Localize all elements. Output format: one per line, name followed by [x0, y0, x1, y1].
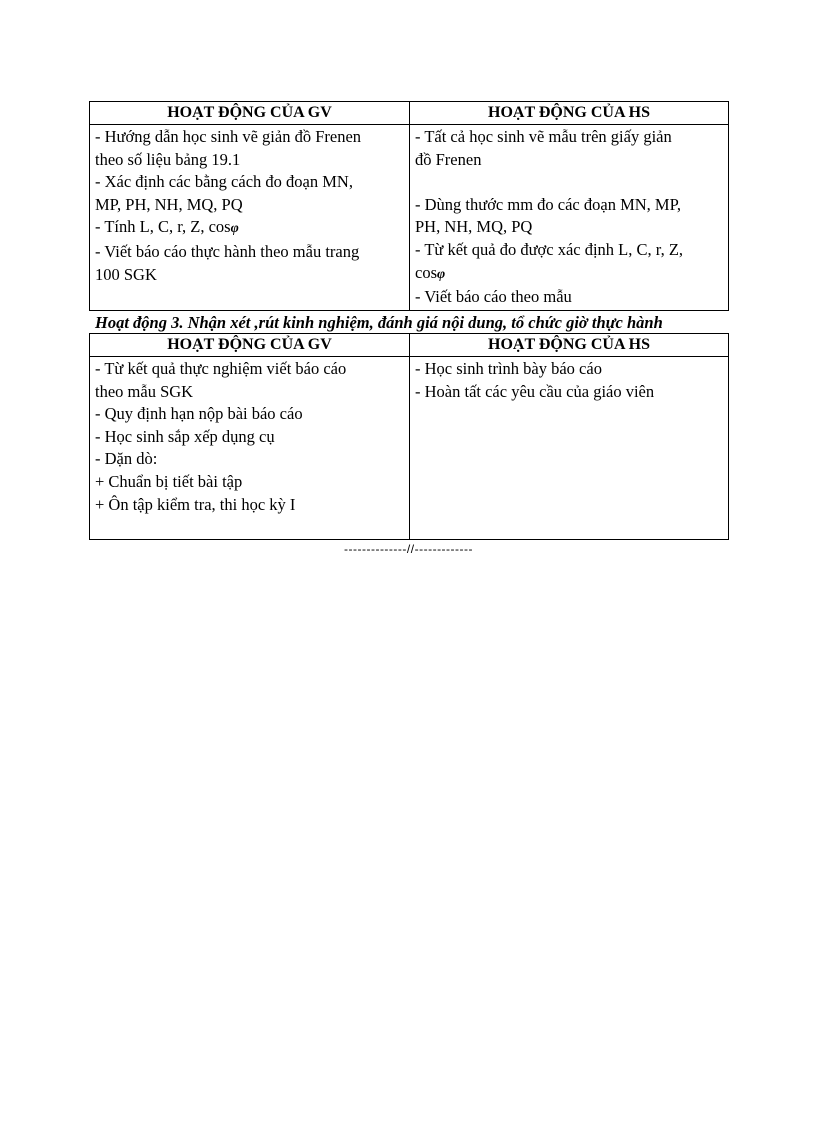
cell-line: - Từ kết quả thực nghiệm viết báo cáo: [95, 359, 347, 378]
cell-line: theo số liệu bảng 19.1: [95, 149, 241, 169]
cell-line: - Dặn dò:: [95, 449, 158, 469]
cell-line: theo mẫu SGK: [95, 381, 194, 401]
cell-line: - Quy định hạn nộp bài báo cáo: [95, 404, 303, 424]
header-teacher-activity: HOẠT ĐỘNG CỦA GV: [90, 102, 410, 125]
cell-line-text: - Tính L, C, r, Z, cos: [95, 217, 231, 237]
cell-line: - Học sinh trình bày báo cáo: [415, 359, 602, 378]
header-teacher-activity: HOẠT ĐỘNG CỦA GV: [90, 334, 410, 357]
teacher-activity-cell: [90, 125, 410, 311]
activity-table-2: [89, 333, 729, 540]
cell-line: - Tất cả học sinh vẽ mẫu trên giấy giản: [415, 127, 672, 146]
table-header-row: [90, 334, 729, 357]
header-student-activity: HOẠT ĐỘNG CỦA HS: [410, 102, 729, 125]
cell-line: 100 SGK: [95, 264, 157, 284]
cell-line: - Học sinh sắp xếp dụng cụ: [95, 426, 275, 446]
cell-line: MP, PH, NH, MQ, PQ: [95, 194, 243, 214]
student-activity-cell: [410, 125, 729, 311]
document-page: [89, 101, 728, 556]
cell-line: - Dùng thước mm đo các đoạn MN, MP,: [415, 194, 682, 214]
phi-symbol: φ: [230, 221, 239, 237]
activity-table-1: [89, 101, 729, 311]
section-heading: Hoạt động 3. Nhận xét ,rút kinh nghiệm, đánh giá nội dung, tổ chức giờ thực hành: [95, 313, 663, 332]
cell-line: - Từ kết quả đo được xác định L, C, r, Z,: [415, 239, 684, 259]
student-activity-cell: [410, 357, 729, 540]
cell-line: + Ôn tập kiểm tra, thi học kỳ I: [95, 494, 296, 514]
table-header-row: [90, 102, 729, 125]
cell-line: - Viết báo cáo thực hành theo mẫu trang: [95, 241, 360, 261]
blank-line: [415, 171, 723, 194]
cell-line: - Hoàn tất các yêu cầu của giáo viên: [415, 381, 655, 401]
phi-symbol: φ: [437, 266, 446, 282]
table-row: [90, 357, 729, 540]
cell-line: - Hướng dẫn học sinh vẽ giản đồ Frenen: [95, 127, 362, 146]
end-separator: --------------//-------------: [343, 542, 474, 556]
cell-line: [95, 216, 404, 241]
cell-line: - Viết báo cáo theo mẫu: [415, 287, 572, 307]
teacher-activity-cell: [90, 357, 410, 540]
table-row: [90, 125, 729, 311]
header-student-activity: HOẠT ĐỘNG CỦA HS: [410, 334, 729, 357]
cell-line: PH, NH, MQ, PQ: [415, 217, 533, 237]
cell-line: [415, 262, 723, 287]
cell-line: - Xác định các bằng cách đo đoạn MN,: [95, 172, 353, 192]
cell-line-text: cos: [415, 262, 437, 282]
cell-line: đồ Frenen: [415, 149, 482, 169]
cell-line: + Chuẩn bị tiết bài tập: [95, 471, 243, 491]
